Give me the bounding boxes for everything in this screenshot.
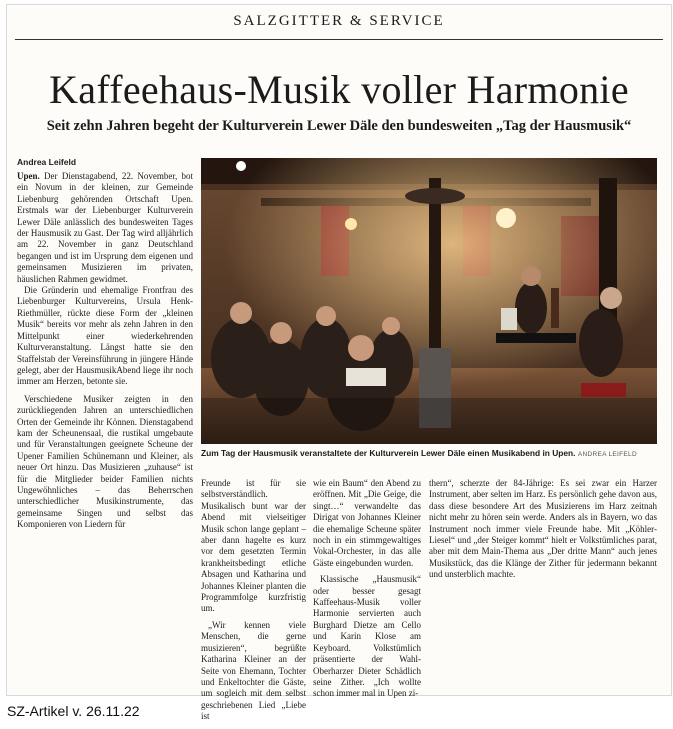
subheadline: Seit zehn Jahren begeht der Kulturverein Lewer Däle den bundesweiten „Tag der Hausmusik“ — [46, 118, 632, 134]
photo-credit: ANDREA LEIFELD — [577, 451, 637, 458]
section-header: SALZGITTER & SERVICE — [233, 13, 445, 29]
paragraph: wie ein Baum“ den Abend zu eröffnen. Mit „Die Geige, die singt…“ verwandelte das Dirigat von Johannes Kleiner die ehemalige Scheune später noch in ein stimmgewaltiges Vokal-Orchester, in das alle Gäste eingebunden wurden. — [313, 478, 421, 568]
paragraph: Freunde ist für sie selbstverständlich. Musikalisch bunt war der Abend mit vielseitiger Musik schon lange geplant – aber dann hagelte es kurz vor dem gesetzten Termin krankheitsbedingt etliche Absagen und Katharina und Johannes Kleiner planten die Programmfolge kurzfristig um. — [201, 478, 306, 614]
article-column-4 — [429, 478, 657, 581]
paragraph: Verschiedene Musiker zeigten in den zurückliegenden Jahren an unterschiedlichen Orten der Gemeinde ihr Können. Dienstagabend kam der Scheunensaal, die rustikal umgebaute und für Veranstaltungen geeignete Scheune der Upener Familien Schünemann und Kleiner, als neuer Ort hinzu. Das Musizieren „zuhause“ ist für die Mitglieder beider Familien nichts Ungewöhnliches – das Beherrschen unterschiedlicher Musikinstrumente, das gemeinsame Singen und selbst das Komponieren von Liedern für — [17, 393, 193, 530]
paragraph: Klassische „Hausmusik“ oder besser gesagt Kaffeehaus-Musik voller Harmonie servierten auch Burghard Dietze am Cello und Karin Klose am Keyboard. Volkstümlich präsentierte der Wahl-Oberharzer Dieter Schädlich seine Zither. „Ich wollte schon immer mal in Upen zi- — [313, 574, 421, 699]
paragraph: thern“, scherzte der 84-Jährige: Es sei zwar ein Harzer Instrument, aber selten im Harz. Es persönlich gehe davon aus, dass diese besondere Art des Musizierens im Harz zeitnah nicht mehr zu hören sein werde. Anders als in Bayern, wo das Instrument noch immer viele Freunde habe. Mit „Köhler-Liesel“ und „der Steiger kommt“ hielt er Volkstümliches parat, aber mit dem Main-Thema aus „Der dritte Mann“ auch jenes Musikstück, das die Klänge der Zither für jedermann bekannt und unsterblich machte. — [429, 478, 657, 580]
paragraph: Die Gründerin und ehemalige Frontfrau des Liebenburger Kulturvereins, Ursula Henk-Riethmüller, rückte diese Form der „kleinen Musik“ bereits vor mehr als zehn Jahren in den Mittelpunkt einer wiederkehrenden Kulturveranstaltung. Längst hatte sie den Staffelstab der Vereinsführung in jüngere Hände gelegt, aber der HausmusikAbend liege ihr noch immer am Herzen, betonte sie. — [17, 285, 193, 387]
concert-photo — [201, 158, 657, 444]
photo-caption — [201, 448, 657, 460]
article-column-3 — [313, 478, 421, 700]
dateline: Upen. — [17, 171, 40, 181]
article-column-1 — [17, 171, 193, 531]
author-byline: Andrea Leifeld — [17, 157, 77, 167]
headline: Kaffeehaus-Musik voller Harmonie — [49, 67, 629, 112]
paragraph: Der Dienstagabend, 22. November, bot ein Novum in der kleinen, zur Gemeinde Liebenburg gehörenden Ortschaft Upen. Erstmals war der Liebenburger Kulturverein Lewer Däle anlässlich des bundesweiten Tages der Hausmusik zu Gast. Der Tag wird alljährlich am 22. November in ganz Deutschland begangen und ist im Ursprung dem eigenen und gemeinsamen Musizieren im privaten, häuslichen Rahmen gewidmet. — [17, 171, 193, 284]
section-rule — [15, 39, 663, 40]
article-source-note: SZ-Artikel v. 26.11.22 — [7, 703, 140, 719]
caption-text: Zum Tag der Hausmusik veranstaltete der Kulturverein Lewer Däle einen Musikabend in Upen. — [201, 448, 576, 458]
article-column-2 — [201, 478, 306, 723]
concert-photo-illustration — [201, 158, 657, 444]
paragraph: „Wir kennen viele Menschen, die gerne musizieren“, begrüßte Katharina Kleiner an der Seite von Ehemann, Tochter und Enkeltochter die Gäste, um sogleich mit dem selbst geschriebenen Lied „Liebe ist — [201, 619, 306, 722]
